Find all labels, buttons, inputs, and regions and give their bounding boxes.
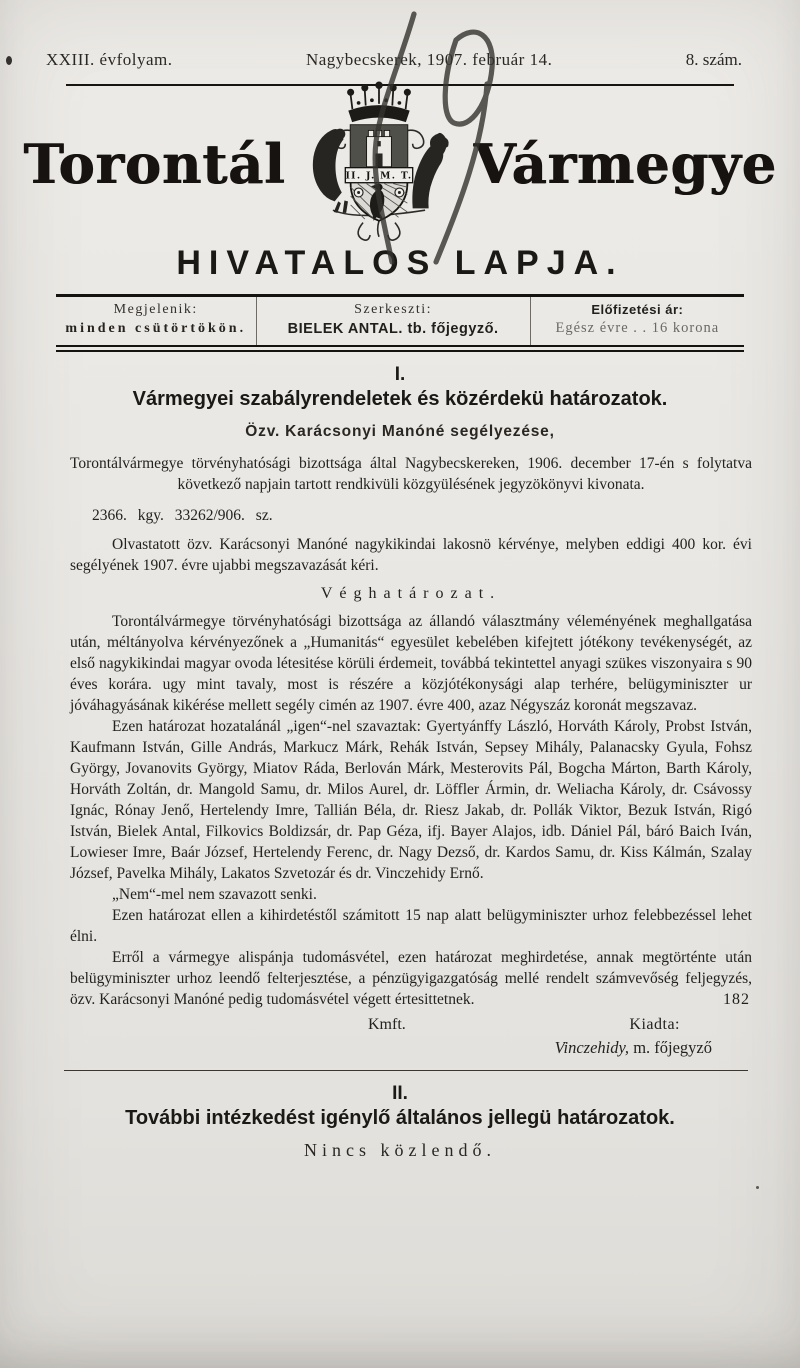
publishes-value: minden csütörtökön.	[65, 321, 247, 336]
paragraph-notify-wrap	[70, 947, 752, 1010]
county-crest	[305, 79, 453, 243]
paragraph-no-votes: „Nem“-mel nem szavazott senki.	[112, 886, 317, 903]
paragraph-decision: Torontálvármegye törvényhatósági bizottsága az állandó választmány véleményének meghallgatása után, méltányolva kérvényezőnek a „Humanitás“ egyesület kebelében kifejtett jótékony tevékenységét, az első nagykikindai magyar ovoda létesitése körüli érdemeit, továbbá tekintettel anyagi szükes viszonyaira s 90 éves korára. ugy mint tavaly, most is részére a közjótékonysági alap terhére, belügyminiszter ur jóváhagyásának kikérése mellett segély cimén az 1907. évre 400, azaz Négyszáz koronát megszavaz.	[70, 613, 752, 714]
section-1	[0, 364, 800, 1058]
section2-title: További intézkedést igénylő általános jellegü határozatok.	[125, 1107, 675, 1129]
editor-value: BIELEK ANTAL. tb. főjegyző.	[287, 321, 499, 337]
masthead-title-right: Vármegye	[473, 132, 777, 196]
scan-speck	[756, 1186, 759, 1189]
section1-number: I.	[394, 364, 406, 385]
crown-icon	[348, 82, 410, 121]
lion-icon	[413, 133, 449, 209]
signature-name: Vinczehidy,	[554, 1038, 630, 1057]
publishes-label: Megjelenik:	[113, 302, 198, 317]
section1-title: Vármegyei szabályrendeletek és közérdekü határozatok.	[132, 388, 668, 410]
price-label: Előfizetési ár:	[591, 302, 684, 317]
page-number: 182	[723, 991, 750, 1008]
masthead	[0, 88, 800, 240]
paragraph-appeal: Ezen határozat ellen a kihirdetéstől számitott 15 nap alatt belügyminiszter urhoz felebbezéssel lehet élni.	[70, 907, 752, 945]
issued-label: Kiadta:	[629, 1016, 680, 1033]
section-2	[0, 1083, 800, 1161]
shield-icon	[346, 125, 413, 221]
price-value: Egész évre . . 16 korona	[555, 320, 720, 336]
paragraph-votes: Ezen határozat hozatalánál „igen“-nel szavaztak: Gyertyánffy László, Horváth Károly, Probst István, Kaufmann István, Gille András, Markucz Márk, Rehák István, Sepsey Mihály, Palanacsky Gyula, Fohsz György, Jovanovits György, Miatov Ráda, Berlován Márk, Mesterovits Pál, Bogcha Márton, Barth Károly, Horváth Zoltán, dr. Mangold Samu, dr. Milos Aurel, dr. Löffler Ármin, dr. Weliacha Károly, dr. Csávossy Ignác, Rónay Jenő, Hertelendy Imre, Tallián Béla, dr. Riesz Jakab, dr. Pollák Viktor, Bezuk István, Rigó István, Bielek Antal, Filkovics Boldizsár, dr. Pap Géza, ifj. Bayer Alajos, idb. Dániel Pál, báró Baich Iván, Lowieser Imre, Baár József, Hertelendy Ferenc, dr. Nagy Dezső, dr. Kardos Samu, dr. Kiss Kálmán, Szalay József, Pavelka Mihály, Lakatos Szvetozár és dr. Vinczehidy Ernő.	[70, 718, 752, 882]
paragraph-request: Olvastatott özv. Karácsonyi Manóné nagykikindai lakosnö kérvénye, melyben eddigi 400 kor. évi segélyének 1907. évre ujabbi megszavazását kéri.	[70, 536, 752, 574]
masthead-title-left: Torontál	[23, 132, 286, 196]
county-crest-drawing	[305, 79, 453, 243]
case-reference: 2366. kgy. 33262/906. sz.	[92, 507, 273, 524]
info-col-price	[531, 297, 744, 345]
section1-subtitle: Özv. Karácsonyi Manóné segélyezése,	[245, 423, 555, 440]
dateline-volume: XXIII. évfolyam.	[46, 50, 173, 69]
dateline	[0, 0, 800, 70]
section-divider	[64, 1070, 748, 1071]
section1-body	[70, 453, 752, 1058]
intro-paragraph: Torontálvármegye törvényhatósági bizottsága által Nagybecskereken, 1906. december 17-én s folytatva következő napjain tartott rendkivüli közgyülésének jegyzökönyvi kivonata.	[70, 455, 752, 493]
crest-band-text: II. J. M. T.	[345, 170, 413, 182]
info-col-editor	[256, 297, 531, 345]
dateline-place-date: Nagybecskerek, 1907. február 14.	[305, 50, 553, 69]
section2-number: II.	[392, 1083, 408, 1104]
signature-row	[70, 1014, 752, 1036]
scan-speck	[6, 56, 12, 65]
gazette-subtitle: HIVATALOS LAPJA.	[176, 244, 624, 282]
section2-body: Nincs közlendő.	[304, 1140, 496, 1160]
info-bar	[56, 297, 744, 345]
signature-title: m. főjegyző	[633, 1038, 712, 1057]
editor-label: Szerkeszti:	[354, 302, 433, 317]
eagle-icon	[313, 129, 348, 213]
dateline-issue: 8. szám.	[685, 50, 742, 69]
verdict-heading: Véghatározat.	[320, 585, 502, 602]
paragraph-notify: Erről a vármegye alispánja tudomásvétel, ezen határozat meghirdetése, annak megtörténte után belügyminiszter urhoz leendő felterjesztése, a pénzügyigazgatóság mellé rendelt számvevőség feljegyzés, özv. Karácsonyi Manóné pedig tudomásvétel végett értesittetnek.	[70, 949, 752, 1008]
closing-abbrev: Kmft.	[368, 1016, 406, 1033]
double-rule	[56, 345, 744, 352]
info-col-publishes	[56, 297, 256, 345]
signature-row-2	[70, 1037, 752, 1058]
